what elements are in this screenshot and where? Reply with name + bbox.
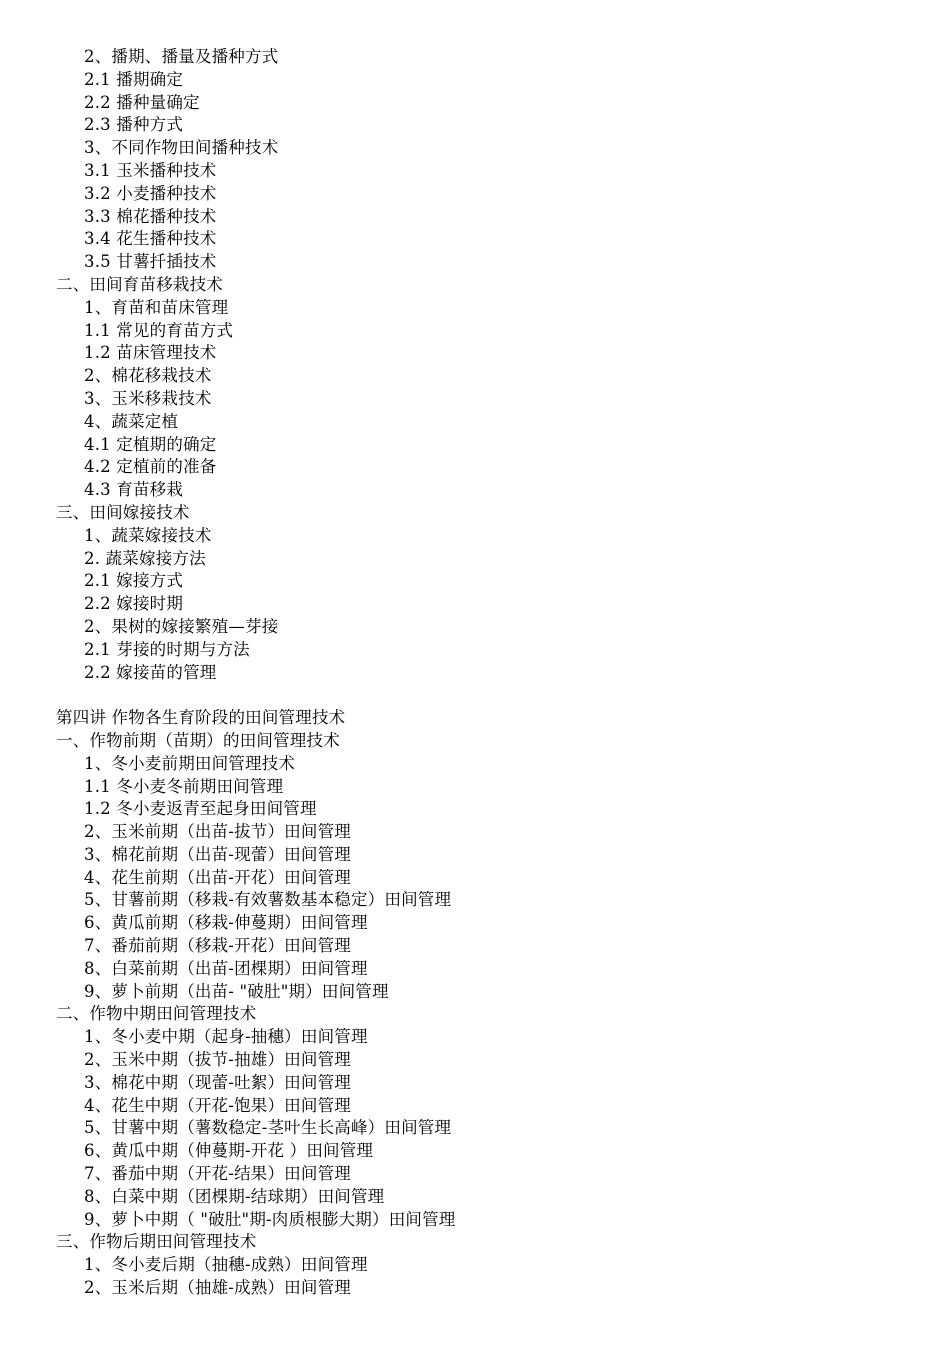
outline-item: 3、棉花前期（出苗-现蕾）田间管理 (84, 844, 351, 864)
outline-item: 1、冬小麦中期（起身-抽穗）田间管理 (84, 1027, 368, 1047)
outline-item: 2.2 嫁接苗的管理 (84, 662, 217, 682)
outline-item: 3.3 棉花播种技术 (84, 206, 217, 226)
outline-item: 4、蔬菜定植 (84, 411, 179, 431)
outline-item: 2.1 芽接的时期与方法 (84, 639, 250, 659)
outline-item: 1、育苗和苗床管理 (84, 297, 229, 317)
outline-item: 9、萝卜中期（ "破肚"期-肉质根膨大期）田间管理 (84, 1209, 456, 1229)
outline-item: 1、冬小麦前期田间管理技术 (84, 753, 296, 773)
outline-item: 1、蔬菜嫁接技术 (84, 525, 212, 545)
outline-item: 2、玉米中期（拔节-抽雄）田间管理 (84, 1050, 351, 1070)
blank-line (56, 684, 916, 707)
section-heading: 一、作物前期（苗期）的田间管理技术 (56, 730, 340, 750)
outline-item: 3.4 花生播种技术 (84, 229, 217, 249)
outline-item: 2. 蔬菜嫁接方法 (84, 548, 206, 568)
section-heading: 三、田间嫁接技术 (56, 502, 190, 522)
outline-item: 1.1 冬小麦冬前期田间管理 (84, 776, 284, 796)
outline-item: 4.3 育苗移栽 (84, 480, 184, 500)
section-heading: 三、作物后期田间管理技术 (56, 1232, 257, 1252)
outline-item: 8、白菜前期（出苗-团棵期）田间管理 (84, 958, 368, 978)
section-heading: 二、作物中期田间管理技术 (56, 1004, 257, 1024)
outline-item: 3.5 甘薯扦插技术 (84, 252, 217, 272)
outline-item: 2、棉花移栽技术 (84, 366, 212, 386)
outline-item: 3、玉米移栽技术 (84, 388, 212, 408)
outline-item: 5、甘薯中期（薯数稳定-茎叶生长高峰）田间管理 (84, 1118, 452, 1138)
outline-item: 4.2 定植前的准备 (84, 457, 217, 477)
outline-item: 1.1 常见的育苗方式 (84, 320, 234, 340)
outline-item: 4、花生中期（开花-饱果）田间管理 (84, 1095, 351, 1115)
outline-item: 2、播期、播量及播种方式 (84, 47, 279, 66)
outline-item: 2.1 嫁接方式 (84, 571, 184, 591)
outline-item: 3、棉花中期（现蕾-吐絮）田间管理 (84, 1072, 351, 1092)
outline-item: 7、番茄中期（开花-结果）田间管理 (84, 1164, 351, 1184)
outline-item: 9、萝卜前期（出苗- "破肚"期）田间管理 (84, 981, 389, 1001)
outline-item: 2.1 播期确定 (84, 69, 184, 89)
outline-item: 3.1 玉米播种技术 (84, 160, 217, 180)
outline-item: 3、不同作物田间播种技术 (84, 138, 279, 158)
outline-item: 1.2 冬小麦返青至起身田间管理 (84, 799, 317, 819)
outline-item: 2、果树的嫁接繁殖—芽接 (84, 616, 279, 636)
outline-list (56, 46, 916, 1300)
outline-item: 5、甘薯前期（移栽-有效薯数基本稳定）田间管理 (84, 890, 452, 910)
outline-item: 2、玉米后期（抽雄-成熟）田间管理 (84, 1278, 351, 1298)
outline-item: 1、冬小麦后期（抽穗-成熟）田间管理 (84, 1255, 368, 1275)
outline-item: 6、黄瓜中期（伸蔓期-开花 ）田间管理 (84, 1141, 374, 1161)
section-heading: 二、田间育苗移栽技术 (56, 274, 223, 294)
outline-item: 2.2 播种量确定 (84, 92, 200, 112)
outline-item: 1.2 苗床管理技术 (84, 343, 217, 363)
outline-item: 3.2 小麦播种技术 (84, 183, 217, 203)
outline-item: 2、玉米前期（出苗-拔节）田间管理 (84, 822, 351, 842)
outline-item: 8、白菜中期（团棵期-结球期）田间管理 (84, 1186, 385, 1206)
outline-item: 4、花生前期（出苗-开花）田间管理 (84, 867, 351, 887)
outline-item: 7、番茄前期（移栽-开花）田间管理 (84, 936, 351, 956)
outline-item: 2.3 播种方式 (84, 115, 184, 135)
outline-item: 6、黄瓜前期（移栽-伸蔓期）田间管理 (84, 913, 368, 933)
section-heading: 第四讲 作物各生育阶段的田间管理技术 (56, 708, 346, 728)
outline-item: 4.1 定植期的确定 (84, 434, 217, 454)
outline-item: 2.2 嫁接时期 (84, 594, 184, 614)
